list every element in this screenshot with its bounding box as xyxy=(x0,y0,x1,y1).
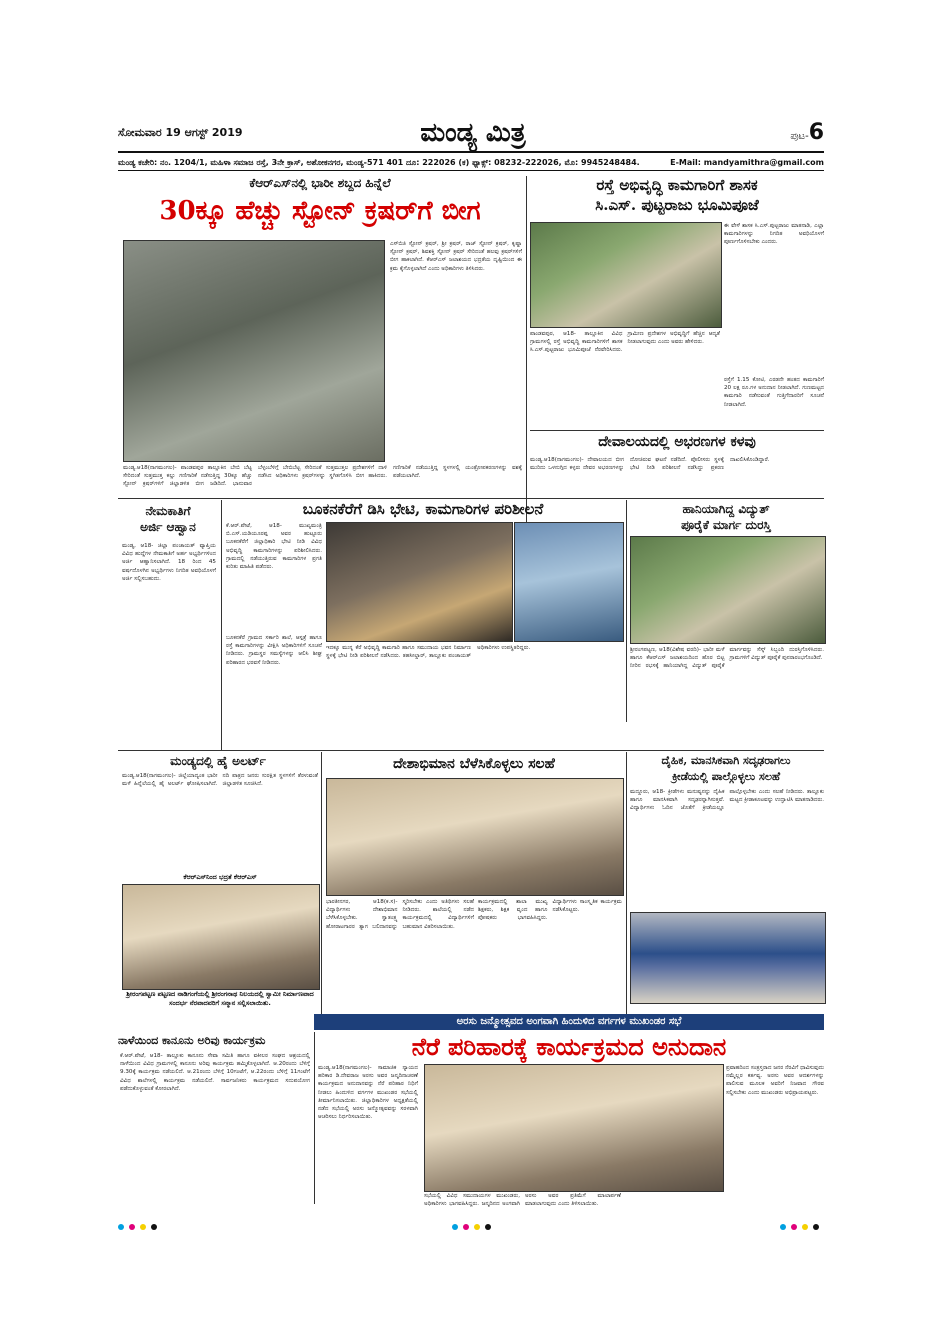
patriot-body-2: ಕಾರ್ಯಕ್ರಮದಲ್ಲಿ ಶಾಲಾ ಮುಖ್ಯ ಶಿಕ್ಷಕರು, ಶಿಕ್ಷಕ ವೃಂದ ಹಾಗೂ ಪೋಷಕರು ಭಾಗವಹಿಸಿದ್ದರು. ವಿದ್ಯಾರ್ಥಿಗಳು ಸಾಂಸ್ಕೃತಿಕ ಕಾರ್ಯಕ್ರಮ ನಡೆಸಿಕೊಟ್ಟರು. xyxy=(478,899,622,922)
road-photo xyxy=(530,222,722,328)
crusher-headline: 30ಕ್ಕೂ ಹೆಚ್ಚು ಸ್ಟೋನ್ ಕ್ರಷರ್‌ಗೆ ಬೀಗ xyxy=(159,196,481,226)
booth-body: ಕೆ.ಆರ್.ಪೇಟೆ, ಆ18- ಮುಖ್ಯಮಂತ್ರಿ ಬಿ.ಎಸ್.ಯಡಿಯೂರಪ್ಪ ಅವರ ಹುಟ್ಟೂರು ಬೂಕನಕೆರೆಗೆ ಜಿಲ್ಲಾಧಿಕಾರಿ ಭೇಟಿ ನೀಡಿ ವಿವಿಧ ಅಭಿವೃದ್ಧಿ ಕಾಮಗಾರಿಗಳನ್ನು ಪರಿಶೀಲಿಸಿದರು. ಗ್ರಾಮದಲ್ಲಿ ನಡೆಯುತ್ತಿರುವ ಕಾಮಗಾರಿಗಳ ಪ್ರಗತಿ ಕುರಿತು ಮಾಹಿತಿ ಪಡೆದರು. xyxy=(226,523,322,571)
registration-marks-center xyxy=(452,1224,491,1230)
power-headline-2: ಪೂರೈಕೆ ಮಾರ್ಗ ದುರಸ್ತಿ xyxy=(681,518,771,532)
column-divider xyxy=(221,500,222,750)
registration-marks-right xyxy=(780,1224,819,1230)
temple-headline: ದೇವಾಲಯದಲ್ಲಿ ಅಭರಣಗಳ ಕಳವು xyxy=(598,434,756,450)
crusher-body: ಮಂಡ್ಯ.ಆ18(ನಾಗಮಂಗಲ)- ಪಾಂಡವಪುರ ತಾಲ್ಲೂಕಿನ ಬೇಬಿ ಬೆಟ್ಟ ಸೇರಿದಂತೆ ಸುತ್ತಮುತ್ತ ಕಲ್ಲು ಗಣಿಗಾರಿಕೆ ನಡೆಸುತ್ತಿದ್ದ 30ಕ್ಕೂ ಹೆಚ್ಚು ಸ್ಟೋನ್ ಕ್ರಷರ್‌ಗಳಿಗೆ ಜಿಲ್ಲಾಡಳಿತ ಬೀಗ ಜಡಿದಿದೆ. ಭಾನುವಾರ ಬೆಳ್ಳಂಬೆಳಿಗ್ಗೆ ಬೇಬಿಬೆಟ್ಟ ಸೇರಿದಂತೆ ಸುತ್ತಮುತ್ತಲ ಪ್ರದೇಶಗಳಿಗೆ ದಾಳಿ ನಡೆಸಿದ ಅಧಿಕಾರಿಗಳು ಕ್ರಷರ್‌ಗಳನ್ನು ಸ್ಥಗಿತಗೊಳಿಸಿ ಬೀಗ ಹಾಕಿದರು. ಗಣಿಗಾರಿಕೆ ನಡೆಯುತ್ತಿದ್ದ ಸ್ಥಳಗಳಲ್ಲಿ ಯಂತ್ರೋಪಕರಣಗಳನ್ನು ವಶಕ್ಕೆ ಪಡೆಯಲಾಗಿದೆ. xyxy=(123,465,522,488)
page-prefix: ಪುಟ- xyxy=(790,131,809,142)
registration-dot xyxy=(485,1224,491,1230)
alert-body: ಮಂಡ್ಯ.ಆ18(ನಾಗಮಂಗಲ)- ಜಿಲ್ಲೆಯಾದ್ಯಂತ ಭಾರೀ ಮಳೆ ಹಿನ್ನೆಲೆಯಲ್ಲಿ ಹೈ ಅಲರ್ಟ್ ಘೋಷಿಸಲಾಗಿದೆ. ನದಿ ಪಾತ್ರದ ಜನರು ಸುರಕ್ಷಿತ ಸ್ಥಳಗಳಿಗೆ ತೆರಳುವಂತೆ ಜಿಲ್ಲಾಡಳಿತ ಸೂಚಿಸಿದೆ. xyxy=(122,773,318,788)
registration-dot xyxy=(780,1224,786,1230)
ngo-body-2: ಪ್ರವಾಹದಿಂದ ಸಂತ್ರಸ್ತರಾದ ಜನರ ನೆರವಿಗೆ ಧಾವಿಸುವುದು ನಮ್ಮೆಲ್ಲರ ಕರ್ತವ್ಯ. ಅರಸು ಅವರ ಆದರ್ಶಗಳನ್ನು ಪಾಲಿಸುವ ಮೂಲಕ ಅವರಿಗೆ ನಿಜವಾದ ಗೌರವ ಸಲ್ಲಿಸಬೇಕು ಎಂದು ಮುಖಂಡರು ಅಭಿಪ್ರಾಯಪಟ್ಟರು. xyxy=(726,1065,824,1096)
crusher-kicker: ಕೆಆರ್‌ಎಸ್‌ನಲ್ಲಿ ಭಾರೀ ಶಬ್ದದ ಹಿನ್ನೆಲೆ xyxy=(249,176,391,190)
law-body: ಕೆ.ಆರ್.ಪೇಟೆ, ಆ18- ತಾಲ್ಲೂಕು ಕಾನೂನು ಸೇವಾ ಸಮಿತಿ ಹಾಗೂ ವಕೀಲರ ಸಂಘದ ಆಶ್ರಯದಲ್ಲಿ ನಾಳೆಯಿಂದ ವಿವಿಧ ಗ್ರಾಮಗಳಲ್ಲಿ ಕಾನೂನು ಅರಿವು ಕಾರ್ಯಕ್ರಮ ಹಮ್ಮಿಕೊಳ್ಳಲಾಗಿದೆ. ಆ.20ರಂದು ಬೆಳಿಗ್ಗೆ 9.30ಕ್ಕೆ ಕಾರ್ಯಕ್ರಮ ನಡೆಯಲಿದೆ. ಆ.21ರಂದು ಬೆಳಿಗ್ಗೆ 10ಗಂಟೆಗೆ, ಆ.22ರಂದು ಬೆಳಿಗ್ಗೆ 11ಗಂಟೆಗೆ ವಿವಿಧ ಶಾಲೆಗಳಲ್ಲಿ ಕಾರ್ಯಕ್ರಮ ನಡೆಯಲಿದೆ. ಸಾರ್ವಜನಿಕರು ಕಾರ್ಯಕ್ರಮದ ಸದುಪಯೋಗ ಪಡೆದುಕೊಳ್ಳುವಂತೆ ಕೋರಲಾಗಿದೆ. xyxy=(120,1053,310,1092)
registration-dot xyxy=(802,1224,808,1230)
booth-headline: ಬೂಕನಕೆರೆಗೆ ಡಿಸಿ ಭೇಟಿ, ಕಾಮಗಾರಿಗಳ ಪರಿಶೀಲನೆ xyxy=(302,500,544,518)
booth-photo-left xyxy=(326,522,513,642)
registration-dot xyxy=(129,1224,135,1230)
section-rule xyxy=(118,750,824,751)
ngo-body-3: ಸಭೆಯಲ್ಲಿ ವಿವಿಧ ಸಮುದಾಯಗಳ ಮುಖಂಡರು, ಅಧಿಕಾರಿಗಳು ಭಾಗವಹಿಸಿದ್ದರು. ಜನ್ಮದಿನದ ಅಂಗವಾಗಿ ಅರಸು ಅವರ ಪ್ರತಿಮೆಗೆ ಮಾಲಾರ್ಪಣೆ ಮಾಡಲಾಗುವುದು ಎಂದು ತಿಳಿಸಲಾಯಿತು. xyxy=(424,1193,621,1208)
road-headline-1: ರಸ್ತೆ ಅಭಿವೃದ್ಧಿ ಕಾಮಗಾರಿಗೆ ಶಾಸಕ xyxy=(596,176,758,194)
sports-body: ಮದ್ದೂರು, ಆ18- ಕ್ರೀಡೆಗಳು ಮನುಷ್ಯನನ್ನು ದೈಹಿಕ ಹಾಗೂ ಮಾನಸಿಕವಾಗಿ ಸದೃಢರನ್ನಾಗಿಸುತ್ತವೆ. ವಿದ್ಯಾರ್ಥಿಗಳು ಓದಿನ ಜೊತೆಗೆ ಕ್ರೀಡೆಯಲ್ಲೂ ಪಾಲ್ಗೊಳ್ಳಬೇಕು ಎಂದು ಸಲಹೆ ನೀಡಿದರು. ತಾಲ್ಲೂಕು ಮಟ್ಟದ ಕ್ರೀಡಾಕೂಟವನ್ನು ಉದ್ಘಾಟಿಸಿ ಮಾತನಾಡಿದರು. xyxy=(630,789,824,812)
nemakathi-headline-1: ನೇಮಕಾತಿಗೆ xyxy=(145,504,191,518)
registration-dot xyxy=(140,1224,146,1230)
page-number xyxy=(790,120,824,145)
alert-caption: ಶ್ರೀರಂಗಪಟ್ಟಣ ಪಟ್ಟಣದ ನಾಡಿಗಂಗೆಯಲ್ಲಿ ಶ್ರೀರಂಗನಾಥ ನಿಲಯದಲ್ಲಿ ಸ್ವಾಮೀ ನಿರ್ಮಾಣವಾದ ಸಂದರ್ಭ ನೆರವಾದವರಿಗೆ ಸನ್ಮಾನ ಸಲ್ಲಿಸಲಾಯಿತು. xyxy=(126,990,314,1007)
registration-dot xyxy=(151,1224,157,1230)
booth-body-2: ಬೂಕನಕೆರೆ ಗ್ರಾಮದ ಸರ್ಕಾರಿ ಶಾಲೆ, ಆಸ್ಪತ್ರೆ ಹಾಗೂ ರಸ್ತೆ ಕಾಮಗಾರಿಗಳನ್ನು ವೀಕ್ಷಿಸಿ ಅಧಿಕಾರಿಗಳಿಗೆ ಸೂಚನೆ ನೀಡಿದರು. ಗ್ರಾಮಸ್ಥರ ಸಮಸ್ಯೆಗಳನ್ನು ಆಲಿಸಿ ಶೀಘ್ರ ಪರಿಹಾರದ ಭರವಸೆ ನೀಡಿದರು. xyxy=(226,635,322,666)
ngo-headline: ನೆರೆ ಪರಿಹಾರಕ್ಕೆ ಕಾರ್ಯಕ್ರಮದ ಅನುದಾನ xyxy=(411,1032,727,1061)
road-body-side: ಈ ವೇಳೆ ಶಾಸಕ ಸಿ.ಎಸ್.ಪುಟ್ಟರಾಜು ಮಾತನಾಡಿ, ಎಲ್ಲಾ ಕಾಮಗಾರಿಗಳನ್ನು ನಿಗದಿತ ಅವಧಿಯೊಳಗೆ ಪೂರ್ಣಗೊಳಿಸಬೇಕು ಎಂದರು. xyxy=(724,223,824,246)
patriot-body: ಭಾರತೀನಗರ, ಆ18(ಕ.ಸ)- ವಿದ್ಯಾರ್ಥಿಗಳು ದೇಶಾಭಿಮಾನ ಬೆಳೆಸಿಕೊಳ್ಳಬೇಕು. ಸ್ವಾತಂತ್ರ್ಯ ಹೋರಾಟಗಾರರ ತ್ಯಾಗ ಬಲಿದಾನವನ್ನು ಸ್ಮರಿಸಬೇಕು ಎಂದು ಅತಿಥಿಗಳು ಸಲಹೆ ನೀಡಿದರು. ಶಾಲೆಯಲ್ಲಿ ನಡೆದ ಕಾರ್ಯಕ್ರಮದಲ್ಲಿ ವಿದ್ಯಾರ್ಥಿಗಳಿಗೆ ಬಹುಮಾನ ವಿತರಿಸಲಾಯಿತು. xyxy=(326,899,474,930)
registration-dot xyxy=(452,1224,458,1230)
power-photo xyxy=(630,536,826,644)
law-headline: ನಾಳೆಯಿಂದ ಕಾನೂನು ಅರಿವು ಕಾರ್ಯಕ್ರಮ xyxy=(118,1034,266,1047)
nemakathi-headline-2: ಅರ್ಜಿ ಆಹ್ವಾನ xyxy=(140,520,196,534)
registration-dot xyxy=(463,1224,469,1230)
ngo-body: ಮಂಡ್ಯ.ಆ18(ನಾಗಮಂಗಲ)- ಸಾಮಾಜಿಕ ನ್ಯಾಯದ ಹರಿಕಾರ ಡಿ.ದೇವರಾಜ ಅರಸು ಅವರ ಜನ್ಮದಿನಾಚರಣೆ ಕಾರ್ಯಕ್ರಮದ ಅನುದಾನವನ್ನು ನೆರೆ ಪರಿಹಾರ ನಿಧಿಗೆ ನೀಡಲು ಹಿಂದುಳಿದ ವರ್ಗಗಳ ಮುಖಂಡರ ಸಭೆಯಲ್ಲಿ ತೀರ್ಮಾನಿಸಲಾಯಿತು. ಜಿಲ್ಲಾಧಿಕಾರಿಗಳ ಅಧ್ಯಕ್ಷತೆಯಲ್ಲಿ ನಡೆದ ಸಭೆಯಲ್ಲಿ ಅರಸು ಜನ್ಮೋತ್ಸವವನ್ನು ಸರಳವಾಗಿ ಆಚರಿಸಲು ನಿರ್ಧರಿಸಲಾಯಿತು. xyxy=(318,1065,418,1121)
patriot-photo xyxy=(326,778,624,896)
sports-photo xyxy=(630,912,826,1004)
patriot-headline: ದೇಶಾಭಿಮಾನ ಬೆಳೆಸಿಕೊಳ್ಳಲು ಸಲಹೆ xyxy=(393,756,555,772)
road-headline-2: ಸಿ.ಎಸ್. ಪುಟ್ಟರಾಜು ಭೂಮಿಪೂಜೆ xyxy=(595,196,759,214)
registration-dot xyxy=(118,1224,124,1230)
registration-dot xyxy=(474,1224,480,1230)
newspaper-page xyxy=(118,118,824,1218)
office-address xyxy=(118,158,824,168)
alert-photo xyxy=(122,884,320,990)
sports-headline-1: ದೈಹಿಕ, ಮಾನಸಿಕವಾಗಿ ಸದೃಢರಾಗಲು xyxy=(661,754,791,767)
newspaper-title: ಮಂಡ್ಯ ಮಿತ್ರ xyxy=(420,118,526,148)
booth-body-3: ಇದಕ್ಕೂ ಮುನ್ನ ಕೆರೆ ಅಭಿವೃದ್ಧಿ ಕಾಮಗಾರಿ ಹಾಗೂ ಸಮುದಾಯ ಭವನ ನಿರ್ಮಾಣ ಸ್ಥಳಕ್ಕೆ ಭೇಟಿ ನೀಡಿ ಪರಿಶೀಲನೆ ನಡೆಸಿದರು. ತಹಸೀಲ್ದಾರ್, ತಾಲ್ಲೂಕು ಪಂಚಾಯತ್ ಅಧಿಕಾರಿಗಳು ಉಪಸ್ಥಿತರಿದ್ದರು. xyxy=(326,645,531,660)
column-divider xyxy=(321,752,322,1014)
ngo-band: ಅರಸು ಜನ್ಮೋತ್ಸವದ ಅಂಗವಾಗಿ ಹಿಂದುಳಿದ ವರ್ಗಗಳ ಮುಖಂಡರ ಸಭೆ xyxy=(314,1014,824,1030)
column-divider xyxy=(314,1032,315,1204)
crusher-photo xyxy=(123,240,385,462)
section-rule xyxy=(118,498,824,499)
road-body-2: ರಸ್ತೆಗೆ 1.15 ಕೋಟಿ, ಎರಡನೇ ಹಂತದ ಕಾಮಗಾರಿಗೆ 20 ಲಕ್ಷ ರೂ.ಗಳ ಅನುದಾನ ನೀಡಲಾಗಿದೆ. ಗುಣಮಟ್ಟದ ಕಾಮಗಾರಿ ನಡೆಸುವಂತೆ ಗುತ್ತಿಗೆದಾರರಿಗೆ ಸೂಚನೆ ನೀಡಲಾಗಿದೆ. xyxy=(724,377,824,408)
power-headline-1: ಹಾನಿಯಾಗಿದ್ದ ವಿದ್ಯುತ್ xyxy=(682,502,770,516)
address-rule xyxy=(118,170,824,171)
registration-dot xyxy=(813,1224,819,1230)
temple-body: ಮಂಡ್ಯ.ಆ18(ನಾಗಮಂಗಲ)- ದೇವಾಲಯದ ಬೀಗ ಮುರಿದು ಒಳನುಗ್ಗಿದ ಕಳ್ಳರು ದೇವರ ಅಭರಣಗಳನ್ನು ದೋಚಿರುವ ಘಟನೆ ನಡೆದಿದೆ. ಪೊಲೀಸರು ಸ್ಥಳಕ್ಕೆ ಭೇಟಿ ನೀಡಿ ಪರಿಶೀಲನೆ ನಡೆಸಿದ್ದು ಪ್ರಕರಣ ದಾಖಲಿಸಿಕೊಂಡಿದ್ದಾರೆ. xyxy=(530,457,770,472)
column-divider xyxy=(626,752,627,1014)
temple-rule xyxy=(530,430,824,431)
alert-headline: ಮಂಡ್ಯದಲ್ಲಿ ಹೈ ಅಲರ್ಟ್ xyxy=(170,754,266,768)
nemakathi-body: ಮಂಡ್ಯ, ಆ18- ಜಿಲ್ಲಾ ಪಂಚಾಯತ್ ವ್ಯಾಪ್ತಿಯ ವಿವಿಧ ಹುದ್ದೆಗಳ ನೇಮಕಾತಿಗೆ ಅರ್ಹ ಅಭ್ಯರ್ಥಿಗಳಿಂದ ಅರ್ಜಿ ಆಹ್ವಾನಿಸಲಾಗಿದೆ. 18 ರಿಂದ 45 ವರ್ಷದೊಳಗಿನ ಅಭ್ಯರ್ಥಿಗಳು ನಿಗದಿತ ಅವಧಿಯೊಳಗೆ ಅರ್ಜಿ ಸಲ್ಲಿಸಬಹುದು. xyxy=(122,543,216,582)
issue-date: ಸೋಮವಾರ 19 ಆಗಸ್ಟ್ 2019 xyxy=(118,126,243,139)
sports-headline-2: ಕ್ರೀಡೆಯಲ್ಲಿ ಪಾಲ್ಗೊಳ್ಳಲು ಸಲಹೆ xyxy=(671,770,781,783)
masthead-rule xyxy=(118,151,824,153)
booth-photo-right xyxy=(514,522,624,642)
alert-signoff: ಕೆಆರ್‌ಎಸ್‌ನಿಂದ ಭದ್ರತೆ ಕೆಆರ್‌ಎಸ್ xyxy=(183,873,257,881)
page-number-value: 6 xyxy=(808,120,824,145)
registration-marks-left xyxy=(118,1224,157,1230)
crusher-body-right: ಎಸ್‌ಬಿಜಿ ಸ್ಟೋನ್ ಕ್ರಷರ್, ಶ್ರೀ ಕ್ರಷರ್, ರಾಜ್ ಸ್ಟೋನ್ ಕ್ರಷರ್, ಕೃಷ್ಣಾ ಸ್ಟೋನ್ ಕ್ರಷರ್, ಶಿವಶಕ್ತಿ ಸ್ಟೋನ್ ಕ್ರಷರ್ ಸೇರಿದಂತೆ ಹಲವು ಕ್ರಷರ್‌ಗಳಿಗೆ ಬೀಗ ಹಾಕಲಾಗಿದೆ. ಕೆಆರ್‌ಎಸ್ ಜಲಾಶಯದ ಭದ್ರತೆಯ ದೃಷ್ಟಿಯಿಂದ ಈ ಕ್ರಮ ಕೈಗೊಳ್ಳಲಾಗಿದೆ ಎಂದು ಅಧಿಕಾರಿಗಳು ತಿಳಿಸಿದರು. xyxy=(390,241,522,272)
ngo-photo xyxy=(424,1064,724,1192)
email-text: E-Mail: mandyamithra@gmail.com xyxy=(670,158,824,167)
address-text: ಮಂಡ್ಯ ಕಚೇರಿ: ನಂ. 1204/1, ಮಹಿಳಾ ಸಮಾಜ ರಸ್ತೆ, 3ನೇ ಕ್ರಾಸ್, ಅಶೋಕನಗರ, ಮಂಡ್ಯ-571 401 ದೂ: 222026 (ಕ) ಫ್ಯಾಕ್ಸ್: 08232-222026, ಮೊ: 9945248484. xyxy=(118,158,640,167)
power-body: ಶ್ರೀರಂಗಪಟ್ಟಣ, ಆ18(ವಿಶೇಷ ವರದಿ)- ಭಾರೀ ಮಳೆ ಹಾಗೂ ಕೆಆರ್‌ಎಸ್ ಜಲಾಶಯದಿಂದ ಹೊರ ಬಿಟ್ಟ ನೀರಿನ ರಭಸಕ್ಕೆ ಹಾನಿಯಾಗಿದ್ದ ವಿದ್ಯುತ್ ಪೂರೈಕೆ ಮಾರ್ಗವನ್ನು ಸೆಸ್ಕ್ ಸಿಬ್ಬಂದಿ ದುರಸ್ತಿಗೊಳಿಸಿದರು. ಗ್ರಾಮಗಳಿಗೆ ವಿದ್ಯುತ್ ಪೂರೈಕೆ ಪುನರಾರಂಭಗೊಂಡಿದೆ. xyxy=(630,647,824,670)
registration-dot xyxy=(791,1224,797,1230)
column-divider xyxy=(626,500,627,722)
road-body: ಪಾಂಡವಪುರ, ಆ18- ತಾಲ್ಲೂಕಿನ ವಿವಿಧ ಗ್ರಾಮಗಳಲ್ಲಿ ರಸ್ತೆ ಅಭಿವೃದ್ಧಿ ಕಾಮಗಾರಿಗಳಿಗೆ ಶಾಸಕ ಸಿ.ಎಸ್.ಪುಟ್ಟರಾಜು ಭೂಮಿಪೂಜೆ ನೆರವೇರಿಸಿದರು. ಗ್ರಾಮೀಣ ಪ್ರದೇಶಗಳ ಅಭಿವೃದ್ಧಿಗೆ ಹೆಚ್ಚಿನ ಆದ್ಯತೆ ನೀಡಲಾಗುವುದು ಎಂದು ಅವರು ಹೇಳಿದರು. xyxy=(530,331,720,354)
